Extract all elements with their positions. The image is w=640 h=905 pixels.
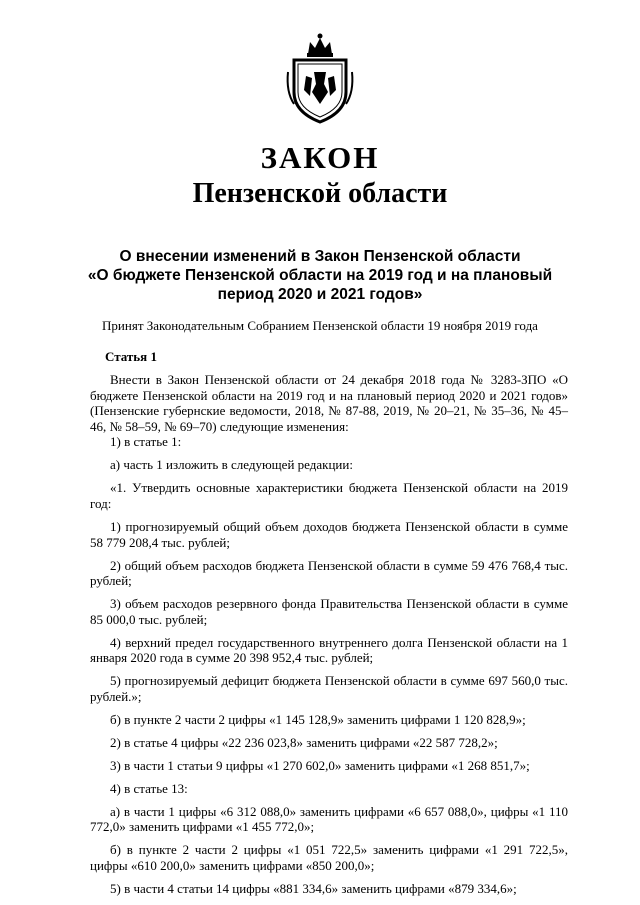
paragraph: 5) прогнозируемый дефицит бюджета Пензенской области в сумме 697 560,0 тыс. рублей.»; xyxy=(90,673,568,704)
paragraph: а) часть 1 изложить в следующей редакции: xyxy=(110,457,353,473)
paragraph: 1) в статье 1: xyxy=(110,434,182,450)
document-type-title: ЗАКОН xyxy=(260,140,380,175)
article-body xyxy=(90,372,568,904)
penza-coat-of-arms-icon xyxy=(284,32,356,126)
adoption-note: Принят Законодательным Собранием Пензенской области 19 ноября 2019 года xyxy=(102,318,538,333)
paragraph: 4) в статье 13: xyxy=(110,780,188,796)
paragraph: 4) верхний предел государственного внутреннего долга Пензенской области на 1 января 2020 года в сумме 20 398 952,4 тыс. рублей; xyxy=(90,634,568,666)
paragraph: 3) в части 1 статьи 9 цифры «1 270 602,0» заменить цифрами «1 268 851,7»; xyxy=(110,757,530,773)
article-heading: Статья 1 xyxy=(105,349,157,364)
region-title: Пензенской области xyxy=(192,178,448,209)
paragraph: 2) общий объем расходов бюджета Пензенской области в сумме 59 476 768,4 тыс. рублей; xyxy=(90,557,568,589)
subject-line: период 2020 и 2021 годов» xyxy=(217,286,423,303)
subject-line: О внесении изменений в Закон Пензенской области xyxy=(119,248,521,265)
paragraph: 5) в части 4 статьи 14 цифры «881 334,6» заменить цифрами «879 334,6»; xyxy=(110,880,517,896)
paragraph: 1) прогнозируемый общий объем доходов бюджета Пензенской области в сумме 58 779 208,4 тыс. рублей; xyxy=(90,518,568,550)
subject-line: «О бюджете Пензенской области на 2019 год и на плановый xyxy=(87,267,553,284)
paragraph: а) в части 1 цифры «6 312 088,0» заменить цифрами «6 657 088,0», цифры «1 110 772,0» заменить цифрами «1 455 772,0»; xyxy=(90,803,568,835)
paragraph: б) в пункте 2 части 2 цифры «1 145 128,9» заменить цифрами 1 120 828,9»; xyxy=(110,711,526,727)
paragraph: б) в пункте 2 части 2 цифры «1 051 722,5» заменить цифрами «1 291 722,5», цифры «610 200,0» заменить цифрами «850 200,0»; xyxy=(90,842,568,873)
paragraph: «1. Утвердить основные характеристики бюджета Пензенской области на 2019 год: xyxy=(90,480,568,511)
paragraph: Внести в Закон Пензенской области от 24 декабря 2018 года № 3283-ЗПО «О бюджете Пензенской области на 2019 год и на плановый период 2020 и 2021 годов» (Пензенские губернские ведомости, 2018, № 87-88, 2019, № 20–21, № 35–36, № 45–46, № 58–59, № 69–70) следующие изменения: xyxy=(90,372,568,434)
paragraph: 3) объем расходов резервного фонда Правительства Пензенской области в сумме 85 000,0 тыс. рублей; xyxy=(90,596,568,627)
paragraph: 2) в статье 4 цифры «22 236 023,8» заменить цифрами «22 587 728,2»; xyxy=(110,734,498,750)
law-subject-heading xyxy=(60,247,580,304)
